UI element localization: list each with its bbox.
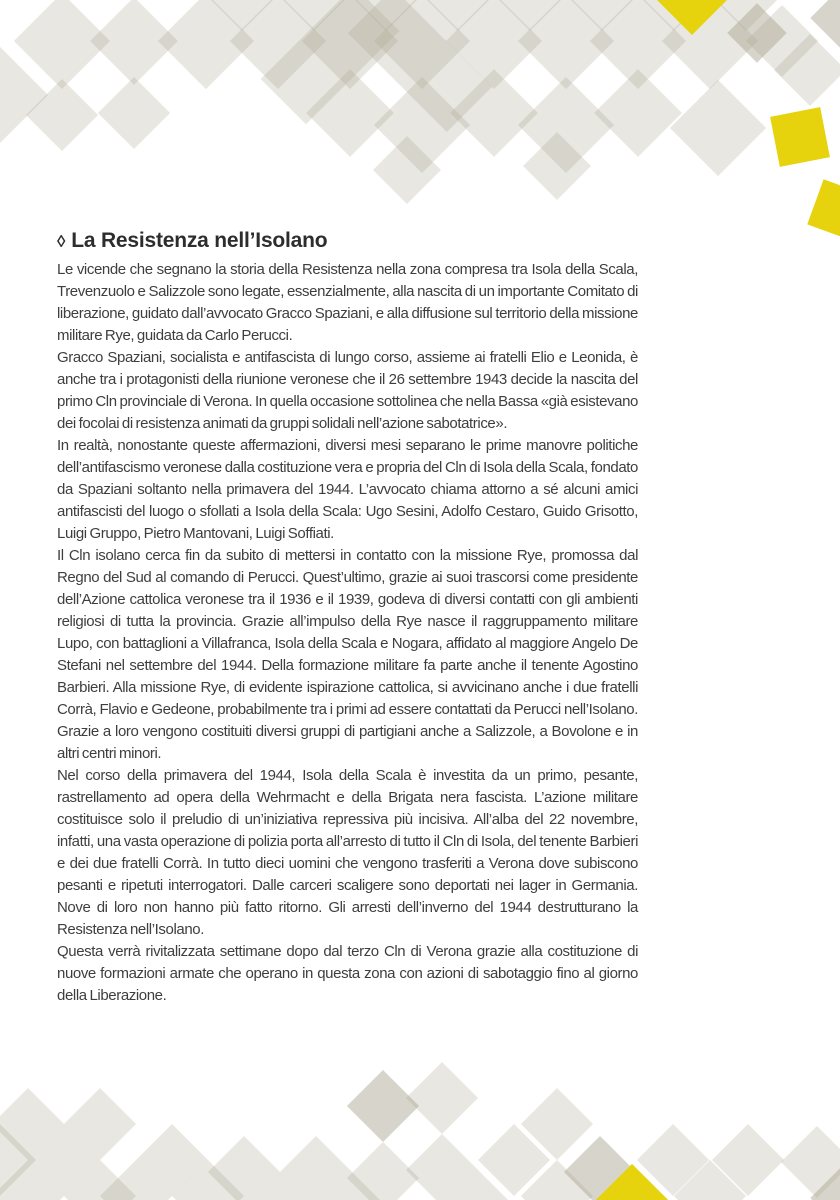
mosaic-decoration-bottom: [0, 1040, 840, 1200]
yellow-square-right: [770, 107, 830, 167]
paragraph-5: Nel corso della primavera del 1944, Isola della Scala è investita da un primo, pesante, rastrellamento ad opera della Wehrmacht e della Brigata nera fascista. L’azione militare costituisce solo il preludio di un’iniziativa repressiva più incisiva. All’alba del 22 novembre, infatti, una vasta operazione di polizia porta all’arresto di tutto il Cln di Isola, del tenente Barbieri e dei due fratelli Corrà. In tutto dieci uomini che vengono trasferiti a Verona dove subiscono pesanti e ripetuti interrogatori. Dalle carceri scaligere sono deportati nei lager in Germania. Nove di loro non hanno più fatto ritorno. Gli arresti dell’inverno del 1944 destrutturano la Resistenza nell’Isolano.: [57, 767, 638, 938]
paragraph-3: In realtà, nonostante queste affermazioni, diversi mesi separano le prime manovre politiche dell’antifascismo veronese dalla costituzione vera e propria del Cln di Isola della Scala, fondato da Spaziani soltanto nella primavera del 1944. L’avvocato chiama attorno a sé alcuni amici antifascisti del luogo o sfollati a Isola della Scala: Ugo Sesini, Adolfo Cestaro, Guido Grisotto, Luigi Gruppo, Pietro Mantovani, Luigi Soffiati.: [57, 437, 638, 542]
diamond-bullet-icon: ◊: [57, 232, 66, 251]
yellow-diamond-top: [646, 0, 738, 35]
gray-diamonds-group: [0, 0, 840, 204]
yellow-accents-group: [594, 1164, 670, 1200]
section-title: [57, 229, 638, 253]
yellow-diamond-bottom: [594, 1164, 670, 1200]
section-title-text: La Resistenza nell’Isolano: [71, 229, 328, 252]
paragraph-6: Questa verrà rivitalizzata settimane dopo dal terzo Cln di Verona grazie alla costituzione di nuove formazioni armate che operano in questa zona con azioni di sabotaggio fino al giorno della Liberazione.: [57, 943, 638, 1004]
article: [57, 229, 638, 1007]
yellow-square-corner: [807, 179, 840, 241]
paragraph-4: Il Cln isolano cerca fin da subito di mettersi in contatto con la missione Rye, promossa dal Regno del Sud al comando di Perucci. Quest’ultimo, grazie ai suoi trascorsi come presidente dell’Azione cattolica veronese tra il 1936 e il 1939, godeva di diversi contatti con gli ambienti religiosi di tutta la provincia. Grazie all’impulso della Rye nasce il raggruppamento militare Lupo, con battaglioni a Villafranca, Isola della Scala e Nogara, affidato al maggiore Angelo De Stefani nel settembre del 1944. Della formazione militare fa parte anche il tenente Agostino Barbieri. Alla missione Rye, di evidente ispirazione cattolica, si avvicinano anche i due fratelli Corrà, Flavio e Gedeone, probabilmente tra i primi ad essere contattati da Perucci nell’Isolano. Grazie a loro vengono costituiti diversi gruppi di partigiani anche a Salizzole, a Bovolone e in altri centri minori.: [57, 547, 638, 762]
paragraph-1: Le vicende che segnano la storia della Resistenza nella zona compresa tra Isola della Scala, Trevenzuolo e Salizzole sono legate, essenzialmente, alla nascita di un importante Comitato di liberazione, guidato dall’avvocato Gracco Spaziani, e alla diffusione sul territorio della missione militare Rye, guidata da Carlo Perucci.: [57, 261, 638, 344]
yellow-accents-group: [646, 0, 840, 241]
gray-diamonds-group: [0, 1062, 840, 1200]
paragraph-2: Gracco Spaziani, socialista e antifascista di lungo corso, assieme ai fratelli Elio e Leonida, è anche tra i protagonisti della riunione veronese che il 26 settembre 1943 decide la nascita del primo Cln provinciale di Verona. In quella occasione sottolinea che nella Bassa «già esistevano dei focolai di resistenza animati da gruppi solidali nell’azione sabotatrice».: [57, 349, 638, 432]
